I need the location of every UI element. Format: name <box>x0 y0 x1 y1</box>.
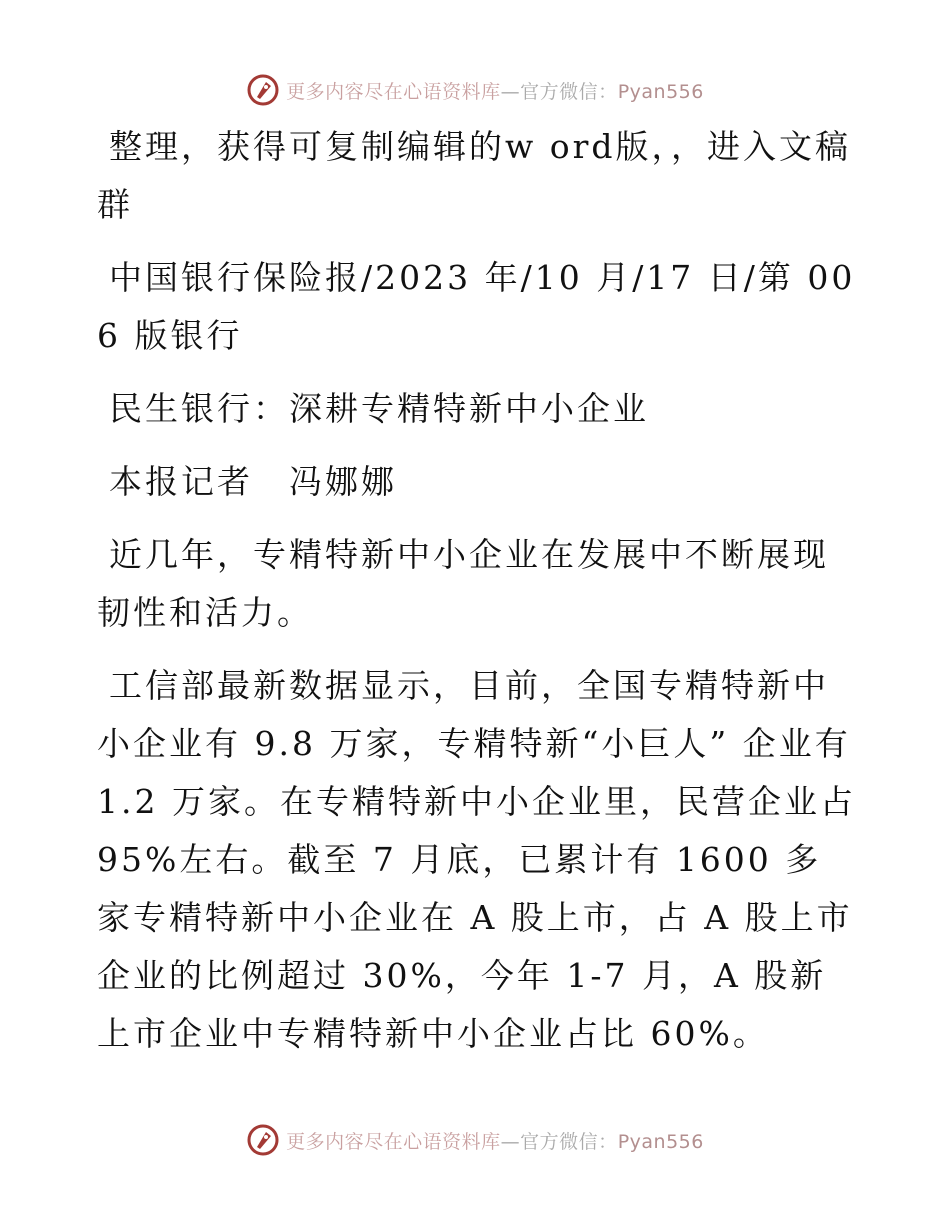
source-line: 中国银行保险报/2023 年/10 月/17 日/第 006 版银行 <box>97 258 856 355</box>
banner-official-text: 官方微信： <box>520 80 618 103</box>
banner-wechat-id: Pyan556 <box>617 80 704 103</box>
pen-nib-circle-icon <box>246 73 280 107</box>
byline: 本报记者 冯娜娜 <box>109 462 397 501</box>
document-body <box>97 118 865 1078</box>
pen-nib-circle-icon <box>246 1123 280 1157</box>
paragraph-2: 工信部最新数据显示，目前，全国专精特新中小企业有 9.8 万家，专精特新“小巨人” 企业有 1.2 万家。在专精特新中小企业里，民营企业占95%左右。截至 7 月底，已累计有 1600 多家专精特新中小企业在 A 股上市，占 A 股上市企业的比例超过 30%，今年 1-7 月，A 股新上市企业中专精特新中小企业占比 60%。 <box>97 666 865 1053</box>
headline: 民生银行：深耕专精特新中小企业 <box>109 389 649 428</box>
header-watermark-banner <box>0 70 950 110</box>
banner-text <box>286 77 704 104</box>
footer-watermark-banner <box>0 1120 950 1160</box>
banner-text <box>286 1127 704 1154</box>
banner-main-text: 更多内容尽在心语资料库 <box>286 80 501 103</box>
banner-dash: — <box>500 1130 521 1153</box>
intro-text: 整理，获得可复制编辑的w ord版，，进入文稿群 <box>97 127 852 224</box>
paragraph-1: 近几年，专精特新中小企业在发展中不断展现韧性和活力。 <box>97 535 829 632</box>
banner-main-text: 更多内容尽在心语资料库 <box>286 1130 501 1153</box>
banner-official-text: 官方微信： <box>520 1130 618 1153</box>
banner-wechat-id: Pyan556 <box>617 1130 704 1153</box>
banner-dash: — <box>500 80 521 103</box>
